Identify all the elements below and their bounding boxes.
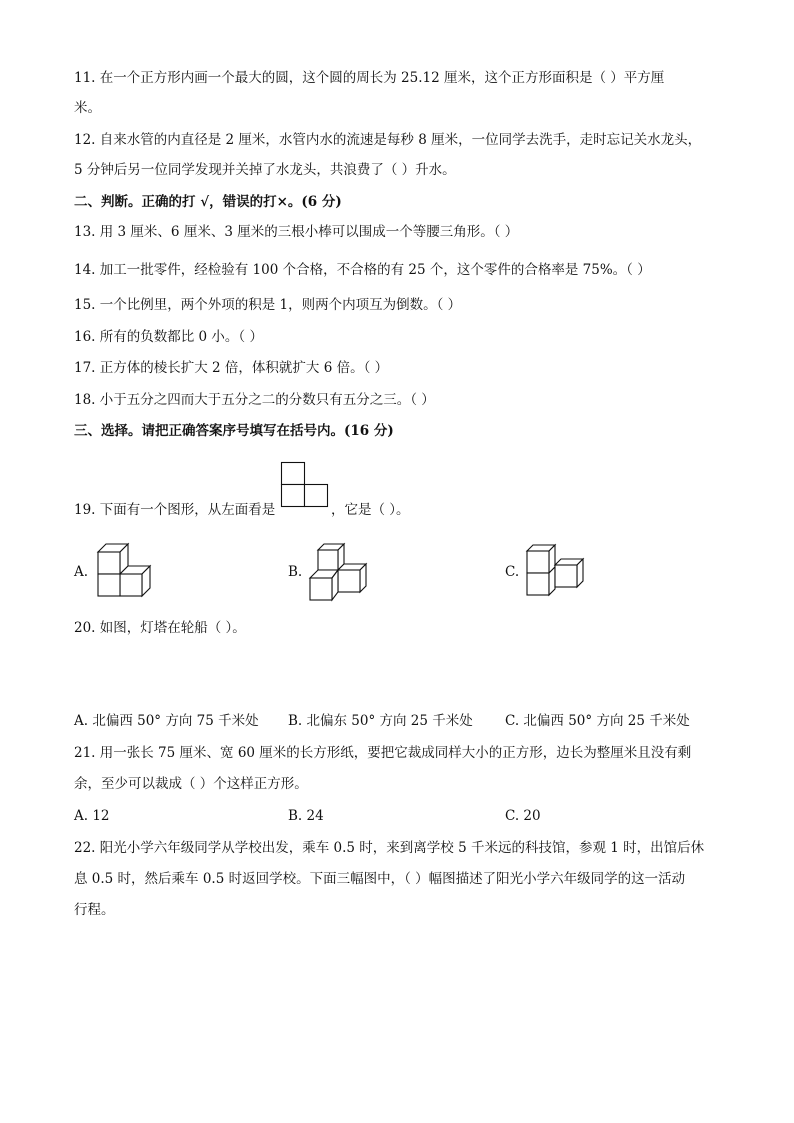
left-view-figure xyxy=(281,462,331,510)
q18: 18. 小于五分之四而大于五分之二的分数只有五分之三。（ ） xyxy=(74,392,435,408)
option-b-cubes-figure[interactable] xyxy=(308,542,374,604)
q20-option-a[interactable]: A. 北偏西 50° 方向 75 千米处 xyxy=(74,713,259,729)
q13: 13. 用 3 厘米、6 厘米、3 厘米的三根小棒可以围成一个等腰三角形。（ ） xyxy=(74,224,519,240)
q16: 16. 所有的负数都比 0 小。（ ） xyxy=(74,329,263,345)
q22-line2: 息 0.5 时，然后乘车 0.5 时返回学校。下面三幅图中，（ ）幅图描述了阳光小学六年级同学的这一活动 xyxy=(74,871,686,887)
q19-option-c-label[interactable]: C. xyxy=(505,564,520,580)
section-3-heading: 三、选择。请把正确答案序号填写在括号内。(16 分) xyxy=(74,423,394,439)
q19-stem-before: 19. 下面有一个图形，从左面看是 xyxy=(74,502,276,518)
q12-line2: 5 分钟后另一位同学发现并关掉了水龙头，共浪费了（ ）升水。 xyxy=(74,162,456,178)
q22-line1: 22. 阳光小学六年级同学从学校出发，乘车 0.5 时，来到离学校 5 千米远的科技馆，参观 1 时，出馆后休 xyxy=(74,840,705,856)
q21-line2: 余，至少可以裁成（ ）个这样正方形。 xyxy=(74,776,308,792)
option-a-cubes-figure[interactable] xyxy=(96,542,160,598)
q12-line1: 12. 自来水管的内直径是 2 厘米，水管内水的流速是每秒 8 厘米，一位同学去洗手，走时忘记关水龙头， xyxy=(74,132,702,148)
q17: 17. 正方体的棱长扩大 2 倍，体积就扩大 6 倍。（ ） xyxy=(74,360,389,376)
q21-option-b[interactable]: B. 24 xyxy=(288,808,324,824)
q21-option-a[interactable]: A. 12 xyxy=(74,808,110,824)
q21-option-c[interactable]: C. 20 xyxy=(505,808,541,824)
q14: 14. 加工一批零件，经检验有 100 个合格，不合格的有 25 个，这个零件的合格率是 75%。（ ） xyxy=(74,262,651,278)
q11-line1: 11. 在一个正方形内画一个最大的圆，这个圆的周长为 25.12 厘米，这个正方形面积是（ ）平方厘 xyxy=(74,70,665,86)
q11-line2: 米。 xyxy=(74,100,101,116)
q21-line1: 21. 用一张长 75 厘米、宽 60 厘米的长方形纸，要把它裁成同样大小的正方形，边长为整厘米且没有剩 xyxy=(74,745,692,761)
q19-option-a-label[interactable]: A. xyxy=(74,564,89,580)
section-2-heading: 二、判断。正确的打 √，错误的打×。(6 分) xyxy=(74,194,342,210)
option-c-cubes-figure[interactable] xyxy=(526,543,588,599)
q22-line3: 行程。 xyxy=(74,902,115,918)
q15: 15. 一个比例里，两个外项的积是 1，则两个内项互为倒数。（ ） xyxy=(74,297,462,313)
q19-stem-after: ，它是（ ）。 xyxy=(331,502,410,518)
q19-option-b-label[interactable]: B. xyxy=(288,564,303,580)
q20-stem: 20. 如图，灯塔在轮船（ ）。 xyxy=(74,620,246,636)
q20-option-b[interactable]: B. 北偏东 50° 方向 25 千米处 xyxy=(288,713,473,729)
q20-option-c[interactable]: C. 北偏西 50° 方向 25 千米处 xyxy=(505,713,690,729)
